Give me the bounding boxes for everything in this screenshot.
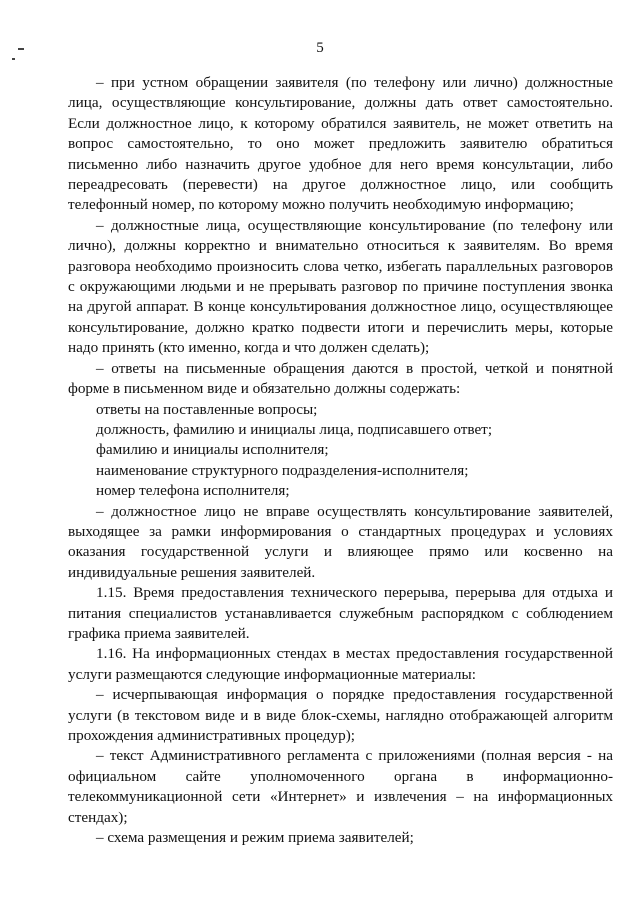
paragraph: – исчерпывающая информация о порядке предоставления государственной услуги (в текстовом виде и в виде блок-схемы, наглядно отображающей алгоритм прохождения административных процедур); xyxy=(68,686,613,744)
paragraph: – должностное лицо не вправе осуществлять консультирование заявителей, выходящее за рамки информирования о стандартных процедурах и условиях оказания государственной услуги и влияющее прямо или косвенно на индивидуальные решения заявителей. xyxy=(68,502,613,581)
list-item: ответы на поставленные вопросы; xyxy=(96,400,318,418)
paragraph: – ответы на письменные обращения даются в простой, четкой и понятной форме в письменном виде и обязательно должны содержать: xyxy=(68,359,613,398)
paragraph: 1.16. На информационных стендах в местах предоставления государственной услуги размещаются следующие информационные материалы: xyxy=(68,645,613,683)
page-number: 5 xyxy=(316,40,324,56)
scan-mark xyxy=(12,58,15,60)
document-body xyxy=(68,73,613,848)
paragraph: 1.15. Время предоставления технического перерыва, перерыва для отдыха и питания специалистов устанавливается служебным распорядком с соблюдением графика приема заявителей. xyxy=(68,584,613,642)
list-item: должность, фамилию и инициалы лица, подписавшего ответ; xyxy=(96,420,493,438)
list-item: фамилию и инициалы исполнителя; xyxy=(96,441,329,459)
paragraph: – должностные лица, осуществляющие консультирование (по телефону или лично), должны корректно и внимательно относиться к заявителям. Во время разговора необходимо произносить слова четко, избегать параллельных разговоров с окружающими людьми и не прерывать разговор по причине поступления звонка на другой аппарат. В конце консультирования должностное лицо, осуществляющее консультирование, должно кратко подвести итоги и перечислить меры, которые надо принять (кто именно, когда и что должен сделать); xyxy=(68,216,613,357)
list-item: номер телефона исполнителя; xyxy=(96,482,290,500)
paragraph: – схема размещения и режим приема заявителей; xyxy=(96,829,414,847)
paragraph: – при устном обращении заявителя (по телефону или лично) должностные лица, осуществляющие консультирование, должны дать ответ самостоятельно. Если должностное лицо, к которому обратился заявитель, не может ответить на вопрос самостоятельно, то оно может предложить заявителю обратиться письменно либо назначить другое удобное для него время консультации, либо переадресовать (перевести) на другое должностное лицо, или сообщить телефонный номер, по которому можно получить необходимую информацию; xyxy=(68,74,613,214)
paragraph: – текст Административного регламента с приложениями (полная версия - на официальном сайте уполномоченного органа в информационно-телекоммуникационной сети «Интернет» и извлечения – на информационных стендах); xyxy=(68,747,613,826)
list-item: наименование структурного подразделения-исполнителя; xyxy=(96,461,469,479)
